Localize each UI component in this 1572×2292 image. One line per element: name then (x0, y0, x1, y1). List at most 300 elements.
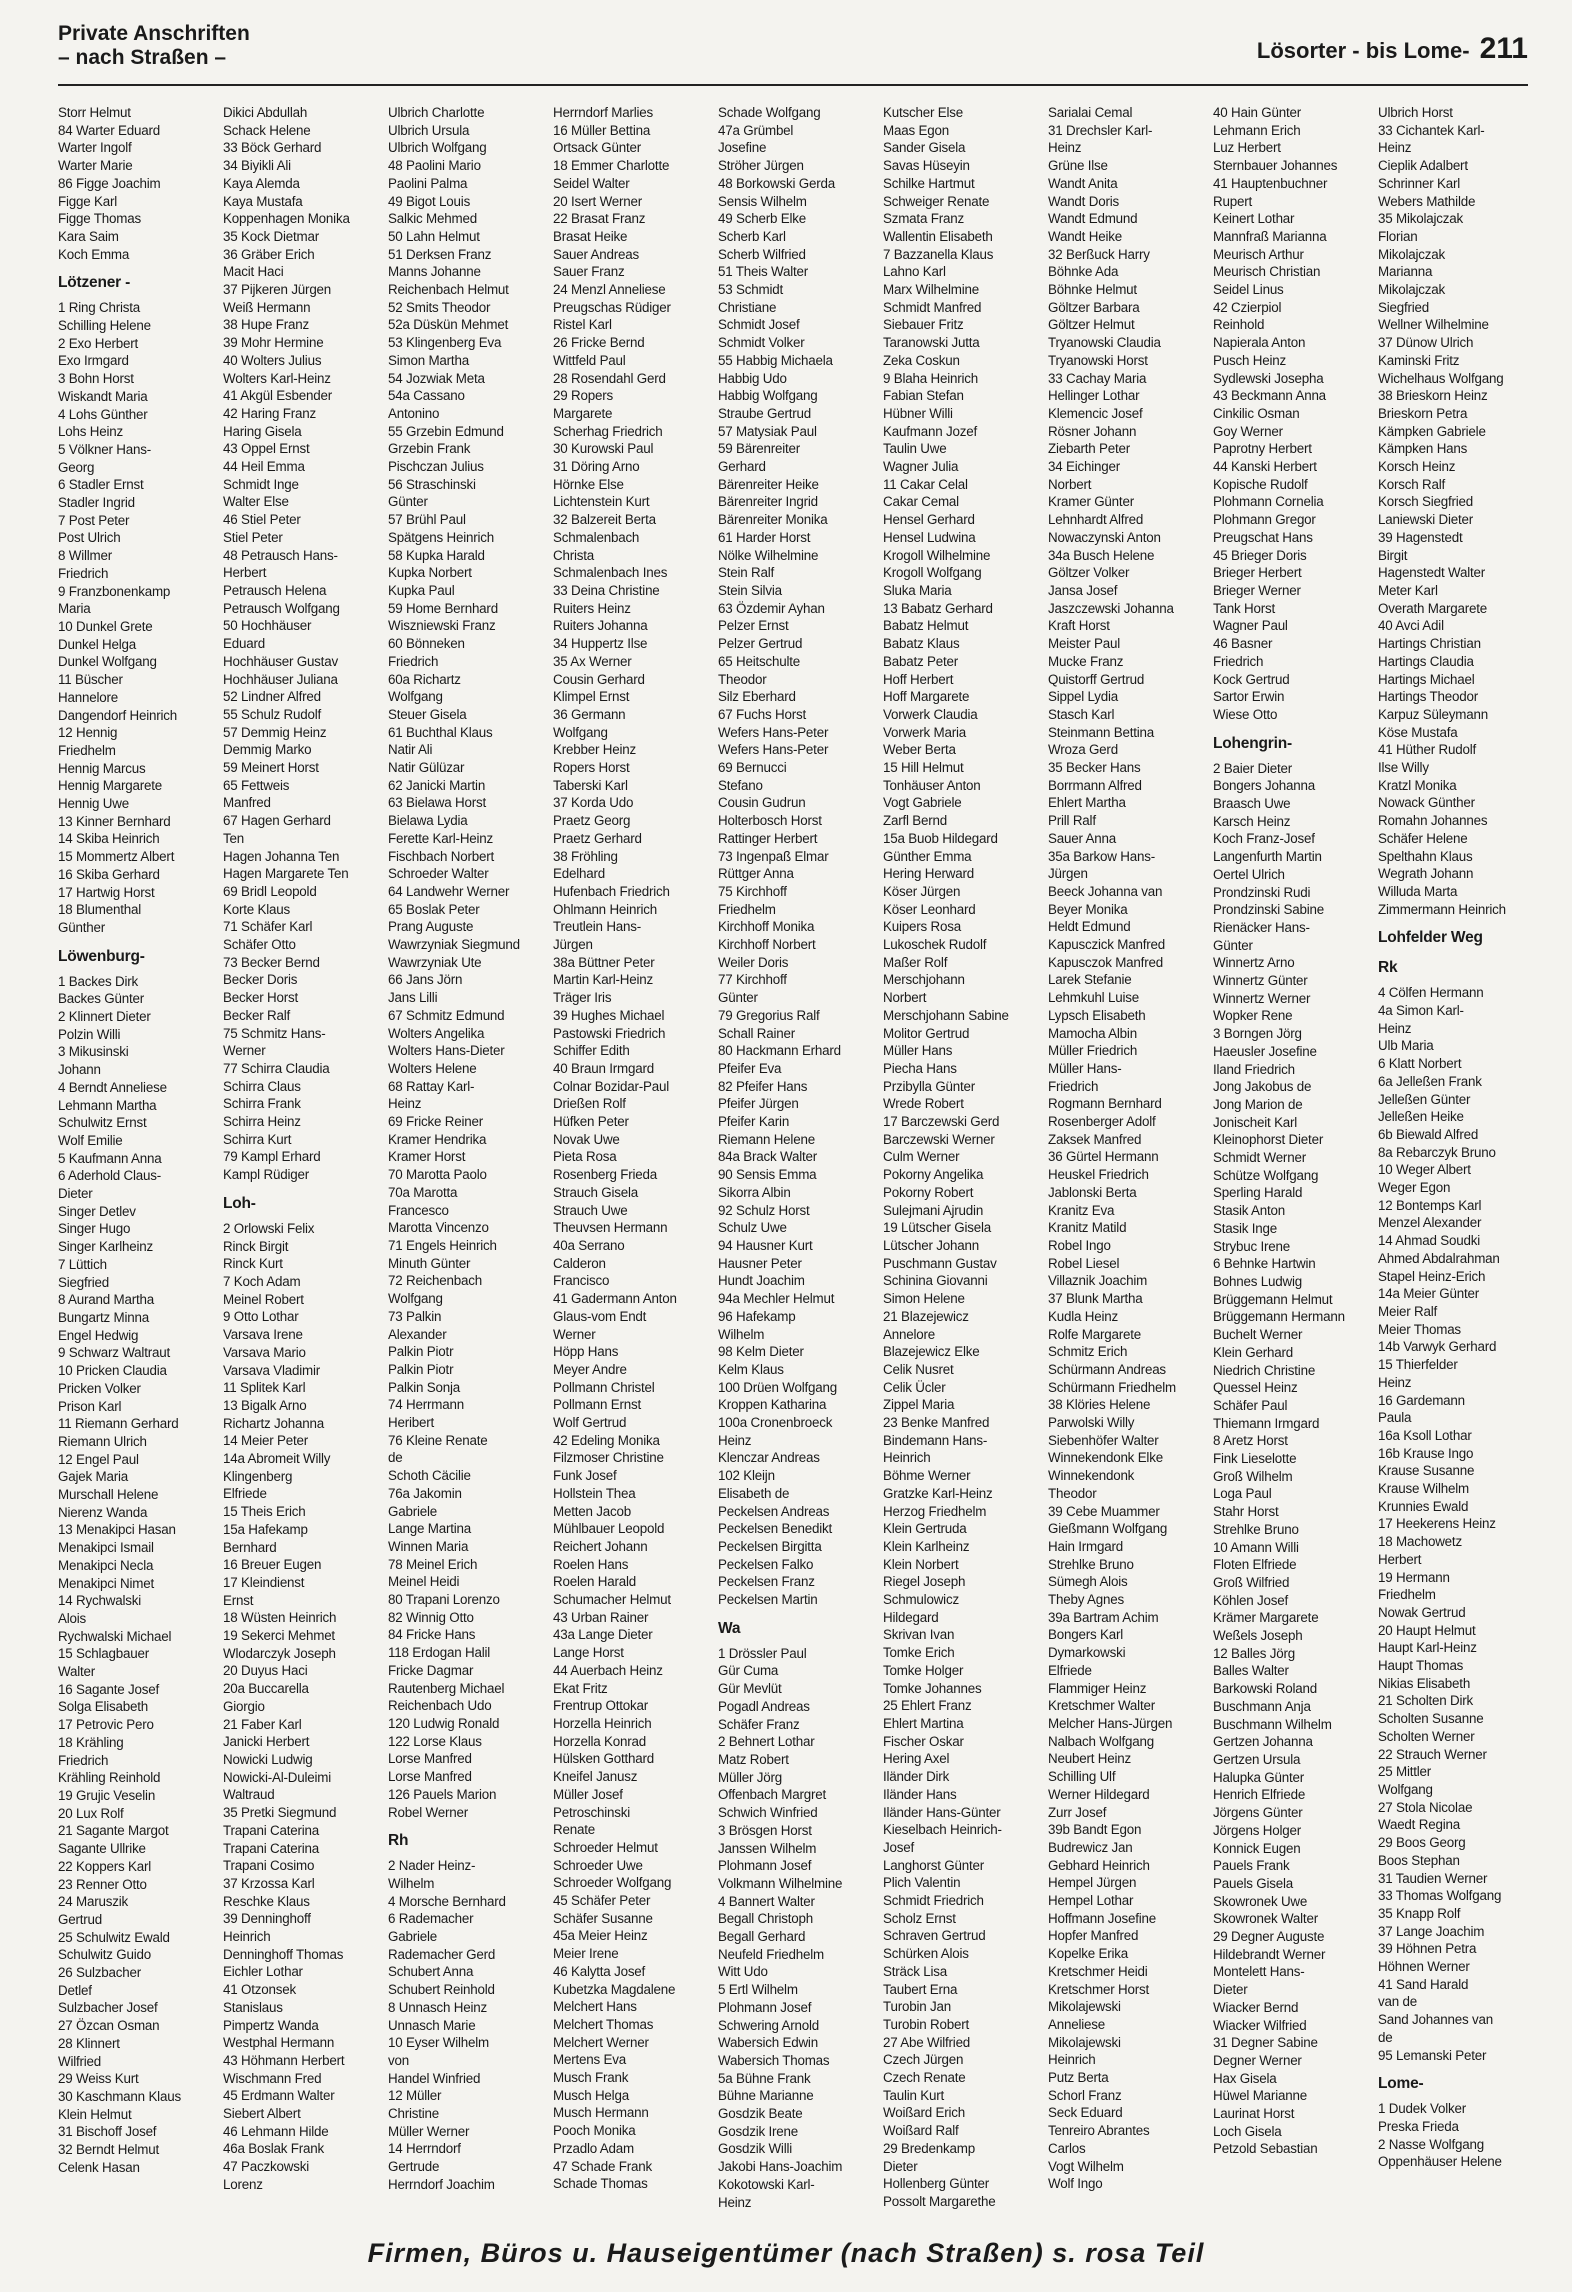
resident-entry: Müller Jörg (718, 1769, 783, 1785)
resident-entry: Flammiger Heinz (1048, 1680, 1147, 1696)
resident-entry: Sperling Harald (1213, 1185, 1303, 1201)
listing-column (58, 104, 216, 2214)
resident-entry: Meinel Heidi (388, 1574, 460, 1590)
resident-entry: 15 Mommertz Albert (58, 849, 175, 865)
resident-entry: Lehmann Erich (1213, 122, 1301, 138)
resident-entry: 27 Abe Wilfried (883, 2034, 971, 2050)
resident-entry: Menzel Alexander (1378, 1215, 1482, 1231)
resident-entry: Herzog Friedhelm (883, 1503, 987, 1519)
header-left (58, 22, 250, 70)
resident-entry: Merschjohann (883, 972, 965, 988)
resident-entry: Vorwerk Maria (883, 724, 966, 740)
resident-entry: Tomke Holger (883, 1662, 964, 1678)
resident-entry: Salkic Mehmed (388, 211, 477, 227)
resident-entry: 54 Jozwiak Meta (388, 370, 485, 386)
resident-entry: Kratzl Monika (1378, 777, 1457, 793)
resident-entry: Goy Werner (1213, 423, 1283, 439)
resident-entry: Menakipci Ismail (58, 1540, 154, 1556)
resident-entry: Koch Emma (58, 246, 130, 262)
resident-entry: 25 Mittler (1378, 1764, 1432, 1780)
resident-entry: Denninghoff Thomas (223, 1946, 344, 1962)
resident-entry: 18 Machowetz (1378, 1534, 1462, 1550)
resident-entry: Lypsch Elisabeth (1048, 1007, 1146, 1023)
resident-entry: Roelen Harald (553, 1574, 637, 1590)
resident-entry: Schmidt Werner (1213, 1150, 1306, 1166)
resident-entry: Rienäcker Hans- (1213, 919, 1310, 935)
resident-entry: Sluka Maria (883, 582, 952, 598)
resident-entry: Pastowski Friedrich (553, 1025, 666, 1041)
resident-entry: Heinz (1378, 1374, 1412, 1390)
resident-entry: Kupka Norbert (388, 565, 472, 581)
resident-entry: Heinz (718, 1432, 752, 1448)
resident-entry: Pieta Rosa (553, 1149, 617, 1165)
resident-entry: 5 Ertl Wilhelm (718, 1982, 798, 1998)
resident-entry: 1 Drössler Paul (718, 1645, 807, 1661)
resident-entry: 15 Hill Helmut (883, 760, 964, 776)
resident-entry: Minuth Günter (388, 1255, 471, 1271)
resident-entry: Kelm Klaus (718, 1361, 784, 1377)
resident-entry: van de (1378, 1994, 1418, 2010)
resident-entry: Richartz Johanna (223, 1415, 325, 1431)
resident-entry: Schirra Frank (223, 1096, 301, 1112)
resident-entry: Bielawa Lydia (388, 813, 468, 829)
resident-entry: Hartings Michael (1378, 671, 1475, 687)
resident-entry: Pollmann Ernst (553, 1397, 641, 1413)
resident-entry: Ulbrich Ursula (388, 122, 470, 138)
resident-entry: 69 Bernucci (718, 760, 787, 776)
resident-entry: Kramer Günter (1048, 494, 1134, 510)
resident-entry: Kämpken Hans (1378, 441, 1468, 457)
resident-entry: 77 Schirra Claudia (223, 1060, 330, 1076)
resident-entry: 75 Schmitz Hans- (223, 1025, 326, 1041)
resident-entry: Preugschas Rüdiger (553, 299, 671, 315)
header-title: Private Anschriften (58, 22, 250, 45)
resident-entry: 48 Paolini Mario (388, 158, 481, 174)
resident-entry: 37 Lange Joachim (1378, 1923, 1485, 1939)
resident-entry: Walter (58, 1664, 95, 1680)
resident-entry: Kieselbach Heinrich- (883, 1822, 1002, 1838)
resident-entry: Schade Thomas (553, 2176, 648, 2192)
resident-entry: Maßer Rolf (883, 954, 948, 970)
resident-entry: Becker Doris (223, 972, 298, 988)
resident-entry: Grüne Ilse (1048, 158, 1108, 174)
resident-entry: 48 Borkowski Gerda (718, 175, 835, 191)
resident-entry: Matz Robert (718, 1751, 789, 1767)
resident-entry: 71 Engels Heinrich (388, 1238, 497, 1253)
resident-entry: Przibylla Günter (883, 1078, 976, 1094)
resident-entry: 57 Matysiak Paul (718, 423, 817, 439)
resident-entry: Becker Ralf (223, 1007, 291, 1023)
resident-entry: 2 Exo Herbert (58, 335, 139, 351)
resident-entry: Winnen Maria (388, 1538, 469, 1554)
resident-entry: 52a Düskün Mehmet (388, 317, 509, 333)
resident-entry: Hildebrandt Werner (1213, 1946, 1326, 1962)
resident-entry: Pelzer Ernst (718, 618, 789, 634)
resident-entry: Wiacker Wilfried (1213, 2017, 1307, 2033)
resident-entry: Tomke Johannes (883, 1680, 982, 1696)
resident-entry: 35 Becker Hans (1048, 760, 1141, 776)
resident-entry: 49 Scherb Elke (718, 211, 807, 227)
resident-entry: Hartings Theodor (1378, 689, 1479, 705)
resident-entry: Petrausch Helena (223, 582, 327, 598)
resident-entry: Laniewski Dieter (1378, 512, 1474, 528)
resident-entry: 18 Wüsten Heinrich (223, 1610, 337, 1626)
resident-entry: Mikolajczak (1378, 246, 1446, 262)
resident-entry: Groß Wilfried (1213, 1574, 1290, 1590)
resident-entry: 65 Boslak Peter (388, 901, 480, 917)
resident-entry: Schmidt Volker (718, 335, 805, 351)
resident-entry: Ortsack Günter (553, 140, 641, 156)
resident-entry: 126 Pauels Marion (388, 1786, 497, 1802)
resident-entry: Tonhäuser Anton (883, 777, 981, 793)
resident-entry: Strauch Uwe (553, 1202, 628, 1218)
resident-entry: Taubert Erna (883, 1981, 958, 1997)
resident-entry: Gertzen Johanna (1213, 1734, 1313, 1750)
resident-entry: Gosdzik Beate (718, 2106, 803, 2122)
resident-entry: Nowak Gertrud (1378, 1604, 1466, 1620)
resident-entry: 30 Kurowski Paul (553, 441, 654, 457)
resident-entry: Seidel Walter (553, 175, 630, 191)
resident-entry: Haring Gisela (223, 423, 302, 439)
resident-entry: 35a Barkow Hans- (1048, 848, 1155, 864)
resident-entry: Schürken Alois (883, 1946, 969, 1962)
resident-entry: 12 Bontemps Karl (1378, 1197, 1482, 1213)
resident-entry: Hollstein Thea (553, 1485, 636, 1501)
resident-entry: 72 Reichenbach (388, 1273, 482, 1289)
resident-entry: 66 Jans Jörn (388, 972, 463, 988)
resident-entry: 43 Oppel Ernst (223, 441, 310, 457)
street-heading: Löwenburg- (58, 947, 145, 965)
resident-entry: Hoff Herbert (883, 671, 954, 687)
resident-entry: Wabersich Edwin (718, 2035, 818, 2051)
resident-entry: Scholz Ernst (883, 1910, 956, 1926)
resident-entry: Maria (58, 601, 91, 617)
resident-entry: 6a Jelleßen Frank (1378, 1073, 1482, 1089)
resident-entry: 42 Haring Franz (223, 405, 317, 421)
resident-entry: Langenfurth Martin (1213, 849, 1322, 865)
resident-entry: 15a Buob Hildegard (883, 830, 998, 846)
resident-entry: 13 Menakipci Hasan (58, 1522, 176, 1538)
resident-entry: Borrmann Alfred (1048, 777, 1142, 793)
resident-entry: Alois (58, 1610, 87, 1626)
resident-entry: Hensel Gerhard (883, 512, 975, 528)
resident-entry: Wawrzyniak Siegmund (388, 937, 520, 953)
resident-entry: Edelhard (553, 866, 606, 882)
resident-entry: Bernhard (223, 1539, 277, 1555)
resident-entry: Pooch Monika (553, 2123, 636, 2139)
resident-entry: Rautenberg Michael (388, 1680, 505, 1696)
resident-entry: Kapusczok Manfred (1048, 954, 1163, 970)
resident-entry: 36 Gräber Erich (223, 246, 315, 262)
resident-entry: Meurisch Arthur (1213, 246, 1304, 262)
resident-entry: Kretschmer Walter (1048, 1698, 1155, 1714)
resident-entry: 29 Ropers (553, 388, 613, 404)
resident-entry: 65 Fettweis (223, 777, 290, 793)
resident-entry: 12 Müller (388, 2088, 442, 2104)
resident-entry: Pauels Frank (1213, 1858, 1290, 1874)
resident-entry: Schinina Giovanni (883, 1273, 988, 1289)
resident-entry: 84 Warter Eduard (58, 122, 160, 138)
resident-entry: Romahn Johannes (1378, 813, 1488, 829)
resident-entry: Budrewicz Jan (1048, 1839, 1133, 1855)
resident-entry: 2 Nasse Wolfgang (1378, 2136, 1484, 2152)
resident-entry: Peckelsen Franz (718, 1574, 815, 1590)
resident-entry: Nowicki-Al-Duleimi (223, 1769, 331, 1785)
resident-entry: Giorgio (223, 1698, 265, 1714)
resident-entry: Friedhelm (718, 901, 776, 917)
resident-entry: 39 Cebe Muammer (1048, 1503, 1160, 1519)
resident-entry: 16b Krause Ingo (1378, 1445, 1474, 1461)
resident-entry: 84 Fricke Hans (388, 1627, 476, 1643)
resident-entry: Gabriele (388, 1929, 438, 1945)
resident-entry: Anneliese (1048, 2016, 1106, 2032)
resident-entry: Meinel Robert (223, 1291, 304, 1307)
resident-entry: Scherb Karl (718, 228, 786, 244)
resident-entry: Heinz (718, 2194, 752, 2210)
resident-entry: Schweiger Renate (883, 193, 990, 209)
resident-entry: 37 Korda Udo (553, 795, 634, 811)
resident-entry: 56 Straschinski (388, 476, 476, 492)
resident-entry: 51 Theis Walter (718, 264, 809, 280)
resident-entry: Schroeder Uwe (553, 1857, 643, 1873)
resident-entry: 4 Morsche Bernhard (388, 1893, 506, 1909)
resident-entry: 42 Czierpiol (1213, 299, 1282, 315)
resident-entry: Waltraud (223, 1787, 275, 1803)
resident-entry: Winnekendonk Elke (1048, 1450, 1163, 1466)
resident-entry: 37 Pijkeren Jürgen (223, 282, 332, 298)
resident-entry: Kramer Hendrika (388, 1131, 487, 1147)
resident-entry: Koppenhagen Monika (223, 211, 350, 227)
resident-entry: Klingenberg (223, 1468, 293, 1484)
listing-column (1378, 104, 1528, 2214)
resident-entry: Colnar Bozidar-Paul (553, 1078, 670, 1094)
resident-entry: Schade Wolfgang (718, 105, 821, 120)
resident-entry: 19 Hermann (1378, 1569, 1450, 1585)
resident-entry: 4 Cölfen Hermann (1378, 985, 1484, 1001)
resident-entry: 7 Koch Adam (223, 1274, 301, 1289)
resident-entry: Woißard Ralf (883, 2123, 959, 2139)
resident-entry: Trapani Caterina (223, 1840, 320, 1856)
resident-entry: Sträck Lisa (883, 1963, 948, 1979)
resident-entry: Varsava Mario (223, 1344, 306, 1360)
resident-entry: Kirchhoff Monika (718, 919, 815, 935)
resident-entry: Dikici Abdullah (223, 105, 308, 120)
resident-entry: Kroppen Katharina (718, 1397, 827, 1413)
resident-entry: 24 Maruszik (58, 1894, 128, 1910)
resident-entry: Singer Hugo (58, 1221, 131, 1237)
resident-entry: 16 Gardemann (1378, 1392, 1465, 1408)
resident-entry: 61 Harder Horst (718, 529, 811, 545)
resident-entry: 34a Busch Helene (1048, 547, 1155, 563)
resident-entry: 58 Kupka Harald (388, 547, 485, 563)
resident-entry: 47 Paczkowski (223, 2159, 309, 2175)
header-subtitle: – nach Straßen – (58, 46, 227, 69)
resident-entry: Schoth Cäcilie (388, 1468, 471, 1484)
resident-entry: Kapusczick Manfred (1048, 937, 1165, 953)
resident-entry: 3 Brösgen Horst (718, 1822, 812, 1838)
resident-entry: Strauch Gisela (553, 1184, 639, 1200)
resident-entry: 35 Pretki Siegmund (223, 1805, 337, 1821)
resident-entry: 15 Schlagbauer (58, 1646, 150, 1662)
resident-entry: 46 Kalytta Josef (553, 1963, 646, 1979)
resident-entry: Jakobi Hans-Joachim (718, 2159, 843, 2175)
resident-entry: Heinz (1048, 140, 1082, 156)
resident-entry: Schubert Anna (388, 1964, 474, 1980)
resident-entry: 5a Bühne Frank (718, 2070, 811, 2086)
resident-entry: 20 Haupt Helmut (1378, 1622, 1476, 1638)
resident-entry: Jong Marion de (1213, 1096, 1303, 1112)
resident-entry: Cinkilic Osman (1213, 405, 1300, 421)
resident-entry: Buschmann Wilhelm (1213, 1716, 1332, 1732)
resident-entry: Drießen Rolf (553, 1096, 626, 1112)
resident-entry: 14a Abromeit Willy (223, 1451, 331, 1467)
resident-entry: Carlos (1048, 2140, 1086, 2156)
street-heading: Rh (388, 1832, 409, 1850)
resident-entry: Menakipci Nimet (58, 1575, 154, 1591)
resident-entry: Siebert Albert (223, 2106, 301, 2122)
resident-entry: 26 Fricke Bernd (553, 335, 645, 351)
resident-entry: Karsch Heinz (1213, 813, 1291, 829)
resident-entry: Unnasch Marie (388, 2017, 476, 2033)
resident-entry: Grzebin Frank (388, 441, 471, 457)
resident-entry: 41 Akgül Esbender (223, 388, 333, 404)
resident-entry: Schäfer Helene (1378, 830, 1468, 846)
resident-entry: Kutscher Else (883, 105, 964, 120)
resident-entry: 57 Demmig Heinz (223, 724, 327, 740)
resident-entry: Theuvsen Hermann (553, 1220, 668, 1236)
resident-entry: Floten Elfriede (1213, 1557, 1297, 1573)
resident-entry: Kokotowski Karl- (718, 2176, 815, 2192)
resident-entry: 19 Lütscher Gisela (883, 1220, 992, 1236)
resident-entry: Braasch Uwe (1213, 796, 1291, 812)
resident-entry: Zippel Maria (883, 1397, 955, 1413)
resident-entry: Weber Berta (883, 742, 956, 758)
resident-entry: Gebhard Heinrich (1048, 1857, 1150, 1873)
resident-entry: 6 Klatt Norbert (1378, 1056, 1462, 1072)
resident-entry: Hensel Ludwina (883, 529, 976, 545)
resident-entry: Palkin Sonja (388, 1379, 461, 1395)
listing-column (883, 104, 1041, 2214)
resident-entry: Dieter (1213, 1982, 1248, 1998)
resident-entry: Lukoschek Rudolf (883, 937, 987, 953)
resident-entry: Habbig Udo (718, 370, 787, 386)
resident-entry: 9 Franzbonenkamp (58, 583, 171, 599)
resident-entry: Lange Horst (553, 1645, 624, 1661)
resident-entry: 43 Beckmann Anna (1213, 388, 1326, 404)
resident-entry: 100 Drüen Wolfgang (718, 1379, 837, 1395)
resident-entry: 65 Heitschulte (718, 653, 801, 669)
resident-entry: 40a Serrano (553, 1238, 625, 1253)
resident-entry: Siebauer Fritz (883, 317, 964, 333)
resident-entry: 39b Bandt Egon (1048, 1822, 1142, 1838)
resident-entry: Hülsken Gotthard (553, 1751, 655, 1767)
resident-entry: Klein Gerhard (1213, 1344, 1294, 1360)
resident-entry: Post Ulrich (58, 530, 121, 546)
resident-entry: Jonischeit Karl (1213, 1114, 1298, 1130)
resident-entry: Plohmann Josef (718, 1858, 812, 1874)
resident-entry: Margarete (553, 405, 613, 421)
resident-entry: Strehlke Bruno (1048, 1556, 1134, 1572)
resident-entry: Plohmann Cornelia (1213, 494, 1324, 510)
resident-entry: Kaya Alemda (223, 175, 300, 191)
resident-entry: Paula (1378, 1410, 1412, 1426)
resident-entry: Meier Thomas (1378, 1321, 1461, 1337)
resident-entry: Sikorra Albin (718, 1184, 791, 1200)
resident-entry: Webers Mathilde (1378, 193, 1476, 209)
resident-entry: Kaminski Fritz (1378, 352, 1460, 368)
resident-entry: Wagner Julia (883, 459, 959, 475)
resident-entry: Brieskorn Petra (1378, 405, 1468, 421)
resident-entry: von (388, 2052, 409, 2068)
resident-entry: 41 Gadermann Anton (553, 1291, 677, 1307)
resident-entry: Brasat Heike (553, 228, 628, 244)
resident-entry: 20 Duyus Haci (223, 1663, 308, 1679)
resident-entry: 90 Sensis Emma (718, 1167, 817, 1183)
resident-entry: Mamocha Albin (1048, 1025, 1137, 1041)
resident-entry: Kramer Horst (388, 1149, 466, 1165)
resident-entry: Pollmann Christel (553, 1379, 655, 1395)
resident-entry: Christa (553, 547, 595, 563)
resident-entry: Ströher Jürgen (718, 158, 804, 174)
resident-entry: Friedhelm (1378, 1587, 1436, 1603)
resident-entry: Gertrude (388, 2159, 440, 2175)
resident-entry: Georg (58, 459, 95, 475)
resident-entry: Plohmann Josef (718, 1999, 812, 2015)
resident-entry: Gerhard (718, 459, 766, 475)
resident-entry: Varsava Irene (223, 1327, 303, 1343)
resident-entry: Seidel Linus (1213, 282, 1284, 298)
resident-entry: 98 Kelm Dieter (718, 1344, 804, 1360)
resident-entry: 70 Marotta Paolo (388, 1167, 487, 1183)
resident-entry: Merschjohann Sabine (883, 1007, 1009, 1023)
resident-entry: 22 Brasat Franz (553, 211, 646, 227)
resident-entry: 9 Otto Lothar (223, 1309, 299, 1325)
resident-entry: 44 Auerbach Heinz (553, 1662, 663, 1678)
resident-entry: Winnertz Günter (1213, 973, 1308, 989)
resident-entry: Kopelke Erika (1048, 1946, 1129, 1962)
resident-entry: Rinck Birgit (223, 1238, 289, 1254)
resident-entry: 9 Blaha Heinrich (883, 370, 979, 386)
resident-entry: 19 Grujic Veselin (58, 1787, 156, 1803)
street-heading: Lötzener - (58, 274, 131, 292)
resident-entry: Prondzinski Sabine (1213, 902, 1325, 918)
resident-entry: Dunkel Wolfgang (58, 654, 157, 670)
resident-entry: 27 Stola Nicolae (1378, 1799, 1473, 1815)
resident-entry: Bärenreiter Heike (718, 476, 819, 492)
resident-entry: Weßels Joseph (1213, 1628, 1303, 1644)
resident-entry: 18 Emmer Charlotte (553, 158, 670, 174)
resident-entry: 44 Heil Emma (223, 459, 305, 475)
resident-entry: Peckelsen Martin (718, 1592, 818, 1608)
resident-entry: Babatz Klaus (883, 636, 960, 652)
resident-entry: Jörgens Holger (1213, 1822, 1302, 1838)
resident-entry: Korsch Ralf (1378, 476, 1446, 492)
street-range: Lösorter - bis Lome- (1256, 38, 1470, 63)
resident-entry: Willuda Marta (1378, 883, 1458, 899)
resident-entry: Friedrich (58, 1752, 109, 1768)
resident-entry: Ferette Karl-Heinz (388, 830, 494, 846)
resident-entry: Pelzer Gertrud (718, 636, 803, 652)
resident-entry: Reschke Klaus (223, 1893, 310, 1909)
resident-entry: 14 Ahmad Soudki (1378, 1233, 1480, 1249)
resident-entry: 63 Bielawa Horst (388, 795, 487, 811)
resident-entry: 43 Höhmann Herbert (223, 2052, 345, 2068)
resident-entry: Fischbach Norbert (388, 848, 495, 864)
resident-entry: Metten Jacob (553, 1503, 631, 1519)
resident-entry: Klein Gertruda (883, 1521, 967, 1537)
resident-entry: 10 Eyser Wilhelm (388, 2035, 489, 2051)
resident-entry: Eichler Lothar (223, 1964, 303, 1980)
